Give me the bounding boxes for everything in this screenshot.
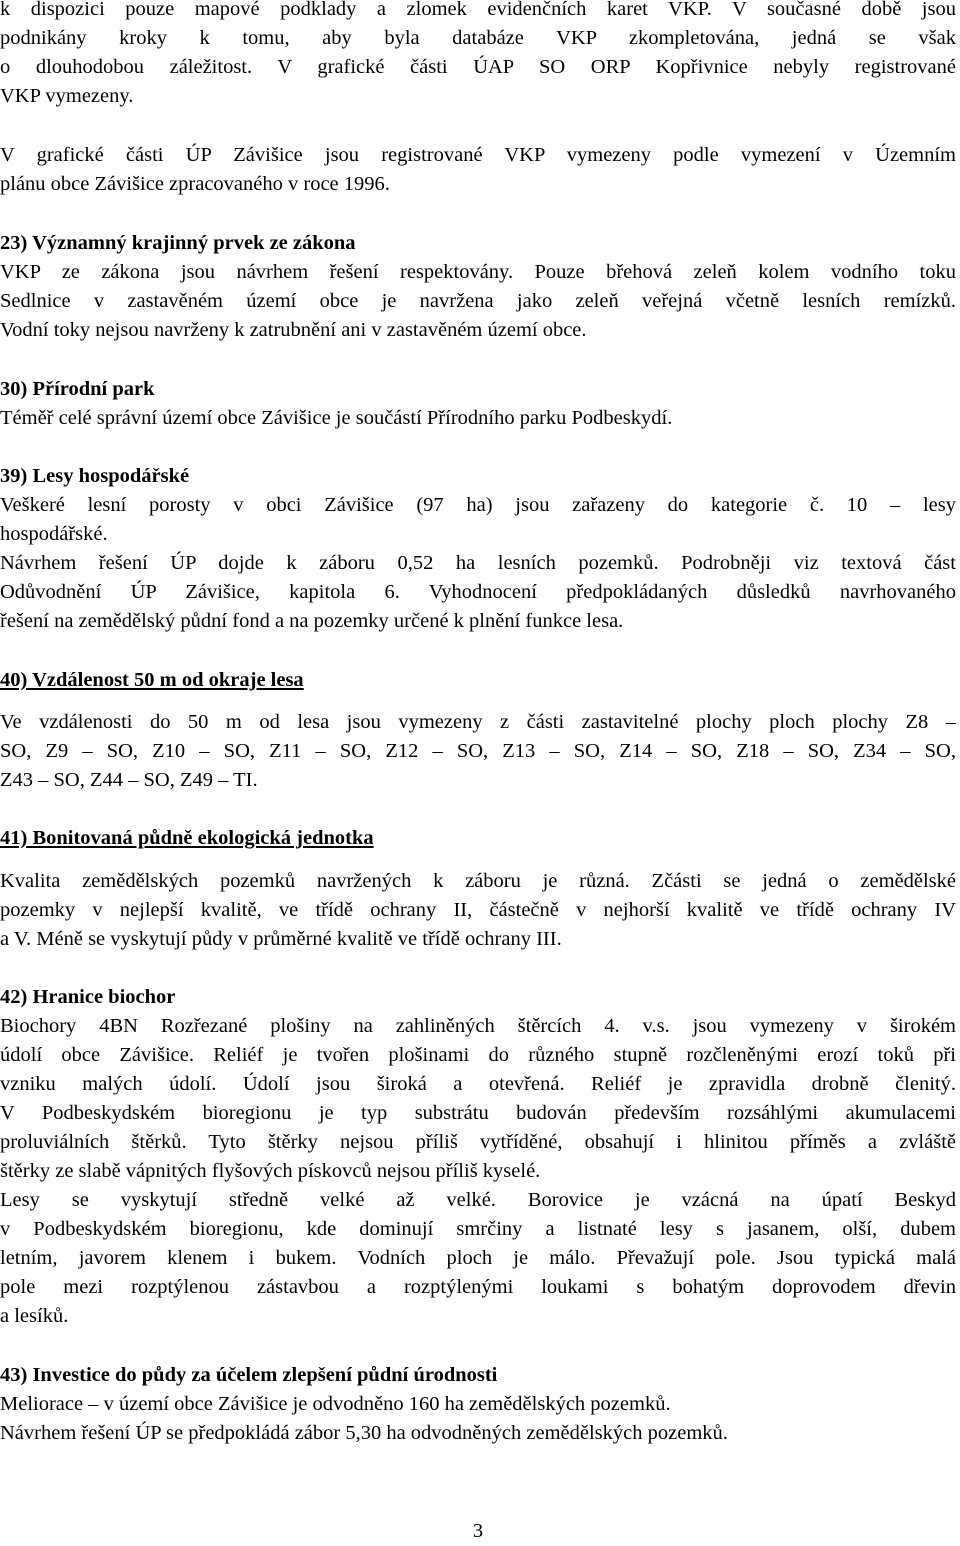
section-42-line: údolí obce Závišice. Reliéf je tvořen plošinami do různého stupně rozčleněnými erozí toků při [0,1044,956,1066]
section-42-line: v Podbeskydském bioregionu, kde dominují smrčiny a listnaté lesy s jasanem, olší, dubem [0,1218,956,1240]
section-39-line: hospodářské. [0,523,108,545]
section-39-line: řešení na zemědělský půdní fond a na pozemky určené k plnění funkce lesa. [0,610,624,632]
intro-line: podnikány kroky k tomu, aby byla databáze VKP zkompletována, jedná se však [0,27,956,49]
section-heading-30: 30) Přírodní park [0,378,155,400]
intro-line: VKP vymezeny. [0,85,134,107]
section-40-line: SO, Z9 – SO, Z10 – SO, Z11 – SO, Z12 – SO, Z13 – SO, Z14 – SO, Z18 – SO, Z34 – SO, [0,740,956,762]
section-heading-42: 42) Hranice biochor [0,986,176,1008]
section-41-line: a V. Méně se vyskytují půdy v průměrné kvalitě ve třídě ochrany III. [0,928,562,950]
section-40-line: Z43 – SO, Z44 – SO, Z49 – TI. [0,769,258,791]
section-42-line: pole mezi rozptýlenou zástavbou a rozptýlenými loukami s bohatým doprovodem dřevin [0,1276,956,1298]
section-heading-39: 39) Lesy hospodářské [0,465,190,487]
section-42-line: štěrky ze slabě vápnitých flyšových pískovců nejsou příliš kyselé. [0,1160,541,1182]
section-42-line: vzniku malých údolí. Údolí jsou široká a otevřená. Reliéf je zpravidla drobně členitý. [0,1073,956,1095]
section-heading-23: 23) Významný krajinný prvek ze zákona [0,232,356,254]
section-41-line: Kvalita zemědělských pozemků navržených k záboru je různá. Zčásti se jedná o zemědělské [0,870,956,892]
section-40-line: Ve vzdálenosti do 50 m od lesa jsou vymezeny z části zastavitelné plochy ploch plochy Z8 – [0,711,956,733]
section-43-line: Návrhem řešení ÚP se předpokládá zábor 5,30 ha odvodněných zemědělských pozemků. [0,1422,728,1444]
section-heading-40: 40) Vzdálenost 50 m od okraje lesa [0,669,304,691]
intro-line: k dispozici pouze mapové podklady a zlomek evidenčních karet VKP. V současné době jsou [0,0,956,20]
section-23-line: Vodní toky nejsou navrženy k zatrubnění ani v zastavěném území obce. [0,319,587,341]
section-30-line: Téměř celé správní území obce Závišice je součástí Přírodního parku Podbeskydí. [0,407,673,429]
section-42-line: Lesy se vyskytují středně velké až velké. Borovice je vzácná na úpatí Beskyd [0,1189,956,1211]
section-42-line: Biochory 4BN Rozřezané plošiny na zahliněných štěrcích 4. v.s. jsou vymezeny v širokém [0,1015,956,1037]
section-39-line: Veškeré lesní porosty v obci Závišice (97 ha) jsou zařazeny do kategorie č. 10 – lesy [0,494,956,516]
section-42-line: proluviálních štěrků. Tyto štěrky nejsou příliš vytříděné, obsahují i hlinitou příměs a zvláště [0,1131,956,1153]
section-42-line: a lesíků. [0,1305,69,1327]
intro-line: o dlouhodobou záležitost. V grafické části ÚAP SO ORP Kopřivnice nebyly registrované [0,56,956,78]
section-39-line: Odůvodnění ÚP Závišice, kapitola 6. Vyhodnocení předpokládaných důsledků navrhovaného [0,581,956,603]
section-42-line: V Podbeskydském bioregionu je typ substrátu budován především rozsáhlými akumulacemi [0,1102,956,1124]
section-heading-43: 43) Investice do půdy za účelem zlepšení půdní úrodnosti [0,1364,498,1386]
section-41-line: pozemky v nejlepší kvalitě, ve třídě ochrany II, částečně v nejhorší kvalitě ve třídě ochrany IV [0,899,956,921]
intro-paragraph-line: V grafické části ÚP Závišice jsou registrované VKP vymezeny podle vymezení v Územním [0,144,956,166]
section-39-line: Návrhem řešení ÚP dojde k záboru 0,52 ha lesních pozemků. Podrobněji viz textová část [0,552,956,574]
page-number: 3 [472,1520,484,1542]
intro-paragraph-line: plánu obce Závišice zpracovaného v roce 1996. [0,173,390,195]
section-42-line: letním, javorem klenem i bukem. Vodních ploch je málo. Převažují pole. Jsou typická malá [0,1247,956,1269]
section-23-line: VKP ze zákona jsou návrhem řešení respektovány. Pouze břehová zeleň kolem vodního toku [0,261,956,283]
section-43-line: Meliorace – v území obce Závišice je odvodněno 160 ha zemědělských pozemků. [0,1393,671,1415]
section-heading-41: 41) Bonitovaná půdně ekologická jednotka [0,827,374,849]
section-23-line: Sedlnice v zastavěném území obce je navržena jako zeleň veřejná včetně lesních remízků. [0,290,956,312]
